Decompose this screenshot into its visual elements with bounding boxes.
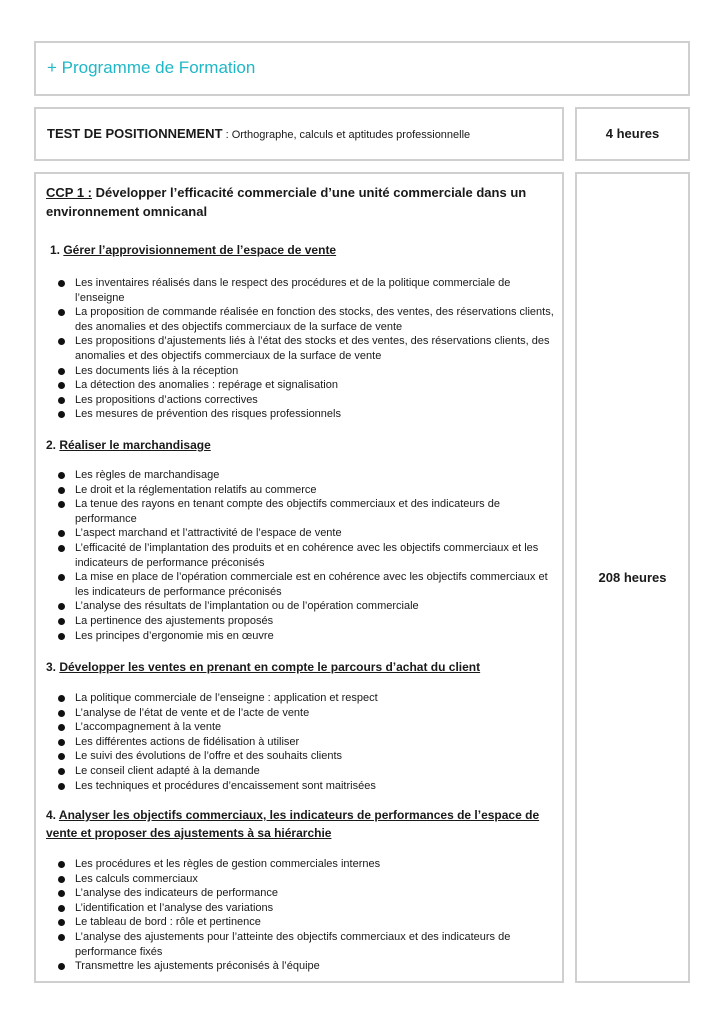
section-heading: Développer les ventes en prenant en compte le parcours d’achat du client (59, 660, 481, 674)
section-title-2 (46, 436, 211, 454)
list-item: L’analyse des ajustements pour l’atteinte des objectifs commerciaux et des indicateurs de performance fixés (36, 930, 562, 959)
list-item: L’aspect marchand et l’attractivité de l’espace de vente (36, 526, 562, 541)
section-list-2 (36, 468, 562, 643)
list-item: Le suivi des évolutions de l’offre et des souhaits clients (36, 749, 562, 764)
bullet-icon (58, 280, 65, 287)
bullet-icon (58, 963, 65, 970)
bullet-icon (58, 382, 65, 389)
ccp-hours: 208 heures (598, 570, 667, 585)
ccp-heading (46, 183, 554, 221)
list-item: L’accompagnement à la vente (36, 720, 562, 735)
list-item: L’analyse des résultats de l’implantation ou de l’opération commerciale (36, 599, 562, 614)
list-item: Les différentes actions de fidélisation à utiliser (36, 735, 562, 750)
section-title-1 (50, 241, 336, 259)
ccp-content-box (34, 172, 564, 983)
bullet-icon (58, 501, 65, 508)
bullet-icon (58, 368, 65, 375)
bullet-icon (58, 695, 65, 702)
ccp-hours-box (575, 172, 690, 983)
bullet-icon (58, 574, 65, 581)
ccp-title: Développer l’efficacité commerciale d’une unité commerciale dans un environnement omnicanal (46, 185, 527, 219)
list-item: L’identification et l’analyse des variations (36, 901, 562, 916)
list-item: Les calculs commerciaux (36, 872, 562, 887)
list-item: Les propositions d’actions correctives (36, 393, 562, 408)
section-heading: Gérer l’approvisionnement de l’espace de vente (63, 243, 337, 257)
list-item: L’analyse des indicateurs de performance (36, 886, 562, 901)
programme-header-box (34, 41, 690, 96)
bullet-icon (58, 934, 65, 941)
bullet-icon (58, 919, 65, 926)
section-list-1 (36, 276, 562, 422)
bullet-icon (58, 710, 65, 717)
test-hours-box (575, 107, 690, 161)
test-positionnement-box (34, 107, 564, 161)
list-item: Les règles de marchandisage (36, 468, 562, 483)
bullet-icon (58, 861, 65, 868)
bullet-icon (58, 783, 65, 790)
bullet-icon (58, 397, 65, 404)
bullet-icon (58, 603, 65, 610)
list-item: La tenue des rayons en tenant compte des objectifs commerciaux et des indicateurs de performance (36, 497, 562, 526)
bullet-icon (58, 309, 65, 316)
section-number: 1. (50, 243, 64, 257)
section-heading: Analyser les objectifs commerciaux, les indicateurs de performances de l’espace de vente et proposer des ajustements à sa hiérarchie (46, 808, 540, 840)
list-item: Les mesures de prévention des risques professionnels (36, 407, 562, 422)
list-item: Transmettre les ajustements préconisés à l’équipe (36, 959, 562, 974)
list-item: La politique commerciale de l’enseigne : application et respect (36, 691, 562, 706)
list-item: L’efficacité de l’implantation des produits et en cohérence avec les objectifs commerciaux et les indicateurs de performance préconisés (36, 541, 562, 570)
ccp-code: CCP 1 : (46, 185, 92, 200)
bullet-icon (58, 876, 65, 883)
bullet-icon (58, 411, 65, 418)
bullet-icon (58, 890, 65, 897)
bullet-icon (58, 739, 65, 746)
bullet-icon (58, 905, 65, 912)
list-item: Le tableau de bord : rôle et pertinence (36, 915, 562, 930)
test-line (47, 126, 470, 141)
list-item: Les inventaires réalisés dans le respect des procédures et de la politique commerciale de l’enseigne (36, 276, 562, 305)
list-item: Le droit et la réglementation relatifs au commerce (36, 483, 562, 498)
list-item: Les procédures et les règles de gestion commerciales internes (36, 857, 562, 872)
test-description: Orthographe, calculs et aptitudes professionnelle (231, 129, 471, 141)
list-item: La proposition de commande réalisée en fonction des stocks, des ventes, des réservations clients, des anomalies et des objectifs commerciaux de la surface de vente (36, 305, 562, 334)
list-item: La pertinence des ajustements proposés (36, 614, 562, 629)
bullet-icon (58, 724, 65, 731)
test-hours: 4 heures (605, 126, 660, 141)
test-separator: : (222, 129, 232, 141)
section-list-4 (36, 857, 562, 974)
bullet-icon (58, 633, 65, 640)
list-item: Les propositions d’ajustements liés à l’état des stocks et des ventes, des réservations clients, des anomalies et des objectifs commerciaux de la surface de vente (36, 334, 562, 363)
list-item: Les principes d’ergonomie mis en œuvre (36, 629, 562, 644)
list-item: Le conseil client adapté à la demande (36, 764, 562, 779)
section-list-3 (36, 691, 562, 793)
list-item: Les documents liés à la réception (36, 364, 562, 379)
bullet-icon (58, 472, 65, 479)
test-title: TEST DE POSITIONNEMENT (47, 126, 223, 141)
list-item: La détection des anomalies : repérage et signalisation (36, 378, 562, 393)
page-title: + Programme de Formation (47, 58, 256, 77)
section-title-4 (46, 806, 558, 842)
bullet-icon (58, 618, 65, 625)
bullet-icon (58, 487, 65, 494)
section-number: 3. (46, 660, 60, 674)
bullet-icon (58, 338, 65, 345)
list-item: L’analyse de l’état de vente et de l’acte de vente (36, 706, 562, 721)
section-heading: Réaliser le marchandisage (59, 438, 211, 452)
list-item: La mise en place de l’opération commerciale est en cohérence avec les objectifs commerciaux et les indicateurs de performance préconisés (36, 570, 562, 599)
bullet-icon (58, 530, 65, 537)
bullet-icon (58, 768, 65, 775)
section-number: 4. (46, 808, 59, 822)
bullet-icon (58, 545, 65, 552)
list-item: Les techniques et procédures d’encaissement sont maitrisées (36, 779, 562, 794)
bullet-icon (58, 753, 65, 760)
section-number: 2. (46, 438, 60, 452)
section-title-3 (46, 658, 480, 676)
